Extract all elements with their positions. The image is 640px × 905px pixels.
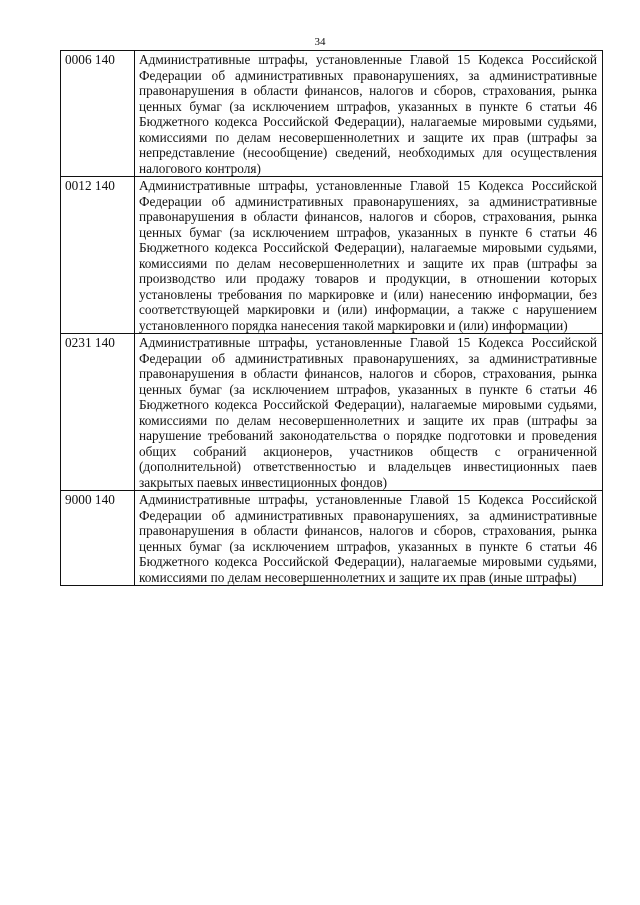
description-cell: Административные штрафы, установленные Главой 15 Кодекса Российской Федерации об административных правонарушениях, за административные правонарушения в области финансов, налогов и сборов, страхования, рынка ценных бумаг (за исключением штрафов, указанных в пункте 6 статьи 46 Бюджетного кодекса Российской Федерации), налагаемые мировыми судьями, комиссиями по делам несовершеннолетних и защите их прав (штрафы за производство или продажу товаров и продукции, в отношении которых установлены требования по маркировке и (или) нанесению информации, без соответствующей маркировки и (или) информации, а также с нарушением установленного порядка нанесения такой маркировки и (или) информации) [135, 177, 603, 334]
budget-code-cell: 0006 140 [61, 51, 135, 177]
table-row [61, 177, 603, 334]
budget-code-cell: 0231 140 [61, 334, 135, 491]
table-row [61, 51, 603, 177]
description-cell: Административные штрафы, установленные Главой 15 Кодекса Российской Федерации об административных правонарушениях, за административные правонарушения в области финансов, налогов и сборов, страхования, рынка ценных бумаг (за исключением штрафов, указанных в пункте 6 статьи 46 Бюджетного кодекса Российской Федерации), налагаемые мировыми судьями, комиссиями по делам несовершеннолетних и защите их прав (штрафы за нарушение требований законодательства о порядке подготовки и проведения общих собраний акционеров, участников обществ с ограниченной (дополнительной) ответственностью и владельцев инвестиционных паев закрытых паевых инвестиционных фондов) [135, 334, 603, 491]
budget-code-cell: 9000 140 [61, 491, 135, 586]
budget-code-cell: 0012 140 [61, 177, 135, 334]
table-row [61, 491, 603, 586]
table-row [61, 334, 603, 491]
page-number: 34 [314, 36, 326, 48]
codes-table [60, 50, 603, 586]
description-cell: Административные штрафы, установленные Главой 15 Кодекса Российской Федерации об административных правонарушениях, за административные правонарушения в области финансов, налогов и сборов, страхования, рынка ценных бумаг (за исключением штрафов, указанных в пункте 6 статьи 46 Бюджетного кодекса Российской Федерации), налагаемые мировыми судьями, комиссиями по делам несовершеннолетних и защите их прав (штрафы за непредставление (несообщение) сведений, необходимых для осуществления налогового контроля) [135, 51, 603, 177]
description-cell: Административные штрафы, установленные Главой 15 Кодекса Российской Федерации об административных правонарушениях, за административные правонарушения в области финансов, налогов и сборов, страхования, рынка ценных бумаг (за исключением штрафов, указанных в пункте 6 статьи 46 Бюджетного кодекса Российской Федерации), налагаемые мировыми судьями, комиссиями по делам несовершеннолетних и защите их прав (иные штрафы) [135, 491, 603, 586]
